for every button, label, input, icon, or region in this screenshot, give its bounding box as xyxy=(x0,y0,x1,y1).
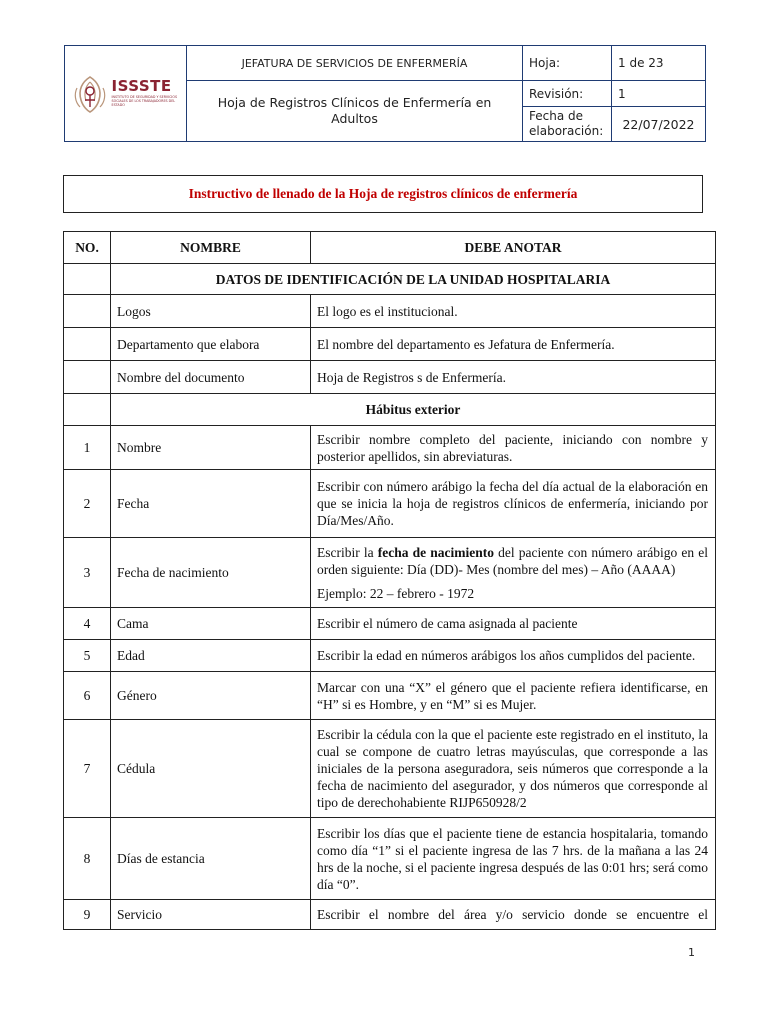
column-header-name: NOMBRE xyxy=(111,232,311,264)
row-name: Edad xyxy=(111,640,311,672)
logo-cell xyxy=(65,46,187,142)
issste-logo xyxy=(65,74,186,114)
row-name: Departamento que elabora xyxy=(111,328,311,361)
table-row xyxy=(64,538,716,608)
table-row xyxy=(64,608,716,640)
row-desc: Escribir nombre completo del paciente, iniciando con nombre y posterior apellidos, sin abreviaturas. xyxy=(311,426,716,470)
row-name: Fecha xyxy=(111,470,311,538)
empty-cell xyxy=(64,328,111,361)
row-desc: Escribir con número arábigo la fecha del día actual de la elaboración en que se inicia la hoja de registros clínicos de enfermería, iniciando por Día/Mes/Año. xyxy=(311,470,716,538)
row-name: Género xyxy=(111,672,311,720)
table-row xyxy=(64,720,716,818)
date-label: Fecha de elaboración: xyxy=(523,107,612,142)
table-row xyxy=(64,640,716,672)
date-value: 22/07/2022 xyxy=(612,107,706,142)
row-desc: Escribir el nombre del área y/o servicio donde se encuentre el xyxy=(311,900,716,930)
section-title: DATOS DE IDENTIFICACIÓN DE LA UNIDAD HOSPITALARIA xyxy=(111,264,716,295)
table-header-row xyxy=(64,232,716,264)
row-number: 9 xyxy=(64,900,111,930)
row-number: 3 xyxy=(64,538,111,608)
row-desc: Escribir la cédula con la que el paciente este registrado en el instituto, la cual se compone de cuatro letras mayúsculas, que corresponde a las iniciales de la persona aseguradora, seis números que corresponde a la fecha de nacimiento del asegurador, y dos números que corresponde al tipo de derechohabiente RIJP650928/2 xyxy=(311,720,716,818)
table-row xyxy=(64,818,716,900)
row-name: Cama xyxy=(111,608,311,640)
row-number: 2 xyxy=(64,470,111,538)
document-title: Hoja de Registros Clínicos de Enfermería en Adultos xyxy=(187,81,523,142)
column-header-no: NO. xyxy=(64,232,111,264)
row-desc: Marcar con una “X” el género que el paciente refiera identificarse, en “H” si es Hombre, y en “M” si es Mujer. xyxy=(311,672,716,720)
section-row-habitus xyxy=(64,394,716,426)
table-row xyxy=(64,328,716,361)
instructions-title-box xyxy=(63,175,703,213)
row-desc: Escribir la edad en números arábigos los años cumplidos del paciente. xyxy=(311,640,716,672)
row-number: 1 xyxy=(64,426,111,470)
empty-cell xyxy=(64,361,111,394)
table-row xyxy=(64,672,716,720)
row-desc: Escribir la fecha de nacimiento del paciente con número arábigo en el orden siguiente: Día (DD)- Mes (nombre del mes) – Año (AAAA) Ejemplo: 22 – febrero - 1972 xyxy=(311,538,716,608)
row-name: Logos xyxy=(111,295,311,328)
table-row xyxy=(64,426,716,470)
logo-wordmark: ISSSTE xyxy=(111,77,172,96)
section-row-identification xyxy=(64,264,716,295)
revision-value: 1 xyxy=(612,81,706,107)
empty-cell xyxy=(64,264,111,295)
bold-term: fecha de nacimiento xyxy=(377,544,494,560)
row-number: 5 xyxy=(64,640,111,672)
row-desc: El logo es el institucional. xyxy=(311,295,716,328)
row-name: Días de estancia xyxy=(111,818,311,900)
table-row xyxy=(64,470,716,538)
row-number: 4 xyxy=(64,608,111,640)
sheet-label: Hoja: xyxy=(523,46,612,81)
empty-cell xyxy=(64,394,111,426)
row-name: Cédula xyxy=(111,720,311,818)
row-desc: Escribir el número de cama asignada al paciente xyxy=(311,608,716,640)
row-number: 8 xyxy=(64,818,111,900)
column-header-desc: DEBE ANOTAR xyxy=(311,232,716,264)
revision-label: Revisión: xyxy=(523,81,612,107)
row-name: Fecha de nacimiento xyxy=(111,538,311,608)
row-example: Ejemplo: 22 – febrero - 1972 xyxy=(317,585,475,601)
table-row xyxy=(64,295,716,328)
row-number: 6 xyxy=(64,672,111,720)
row-name: Nombre del documento xyxy=(111,361,311,394)
section-title: Hábitus exterior xyxy=(111,394,716,426)
page-number: 1 xyxy=(688,946,695,959)
row-name: Servicio xyxy=(111,900,311,930)
instructions-table xyxy=(63,231,716,930)
row-desc: El nombre del departamento es Jefatura de Enfermería. xyxy=(311,328,716,361)
row-desc: Escribir los días que el paciente tiene de estancia hospitalaria, tomando como día “1” si el paciente ingresa de las 7 hrs. de la mañana a las 24 hrs de la noche, si el paciente ingresa después de las 0:01 hrs; será como día “0”. xyxy=(311,818,716,900)
table-row xyxy=(64,900,716,930)
row-desc: Hoja de Registros s de Enfermería. xyxy=(311,361,716,394)
document-header xyxy=(64,45,706,142)
row-number: 7 xyxy=(64,720,111,818)
issste-emblem-icon xyxy=(72,74,108,114)
instructions-title: Instructivo de llenado de la Hoja de registros clínicos de enfermería xyxy=(188,186,578,201)
sheet-value: 1 de 23 xyxy=(612,46,706,81)
empty-cell xyxy=(64,295,111,328)
logo-subtitle: INSTITUTO DE SEGURIDAD Y SERVICIOS SOCIALES DE LOS TRABAJADORES DEL ESTADO xyxy=(111,95,178,107)
row-name: Nombre xyxy=(111,426,311,470)
department-name: JEFATURA DE SERVICIOS DE ENFERMERÍA xyxy=(187,46,523,81)
table-row xyxy=(64,361,716,394)
